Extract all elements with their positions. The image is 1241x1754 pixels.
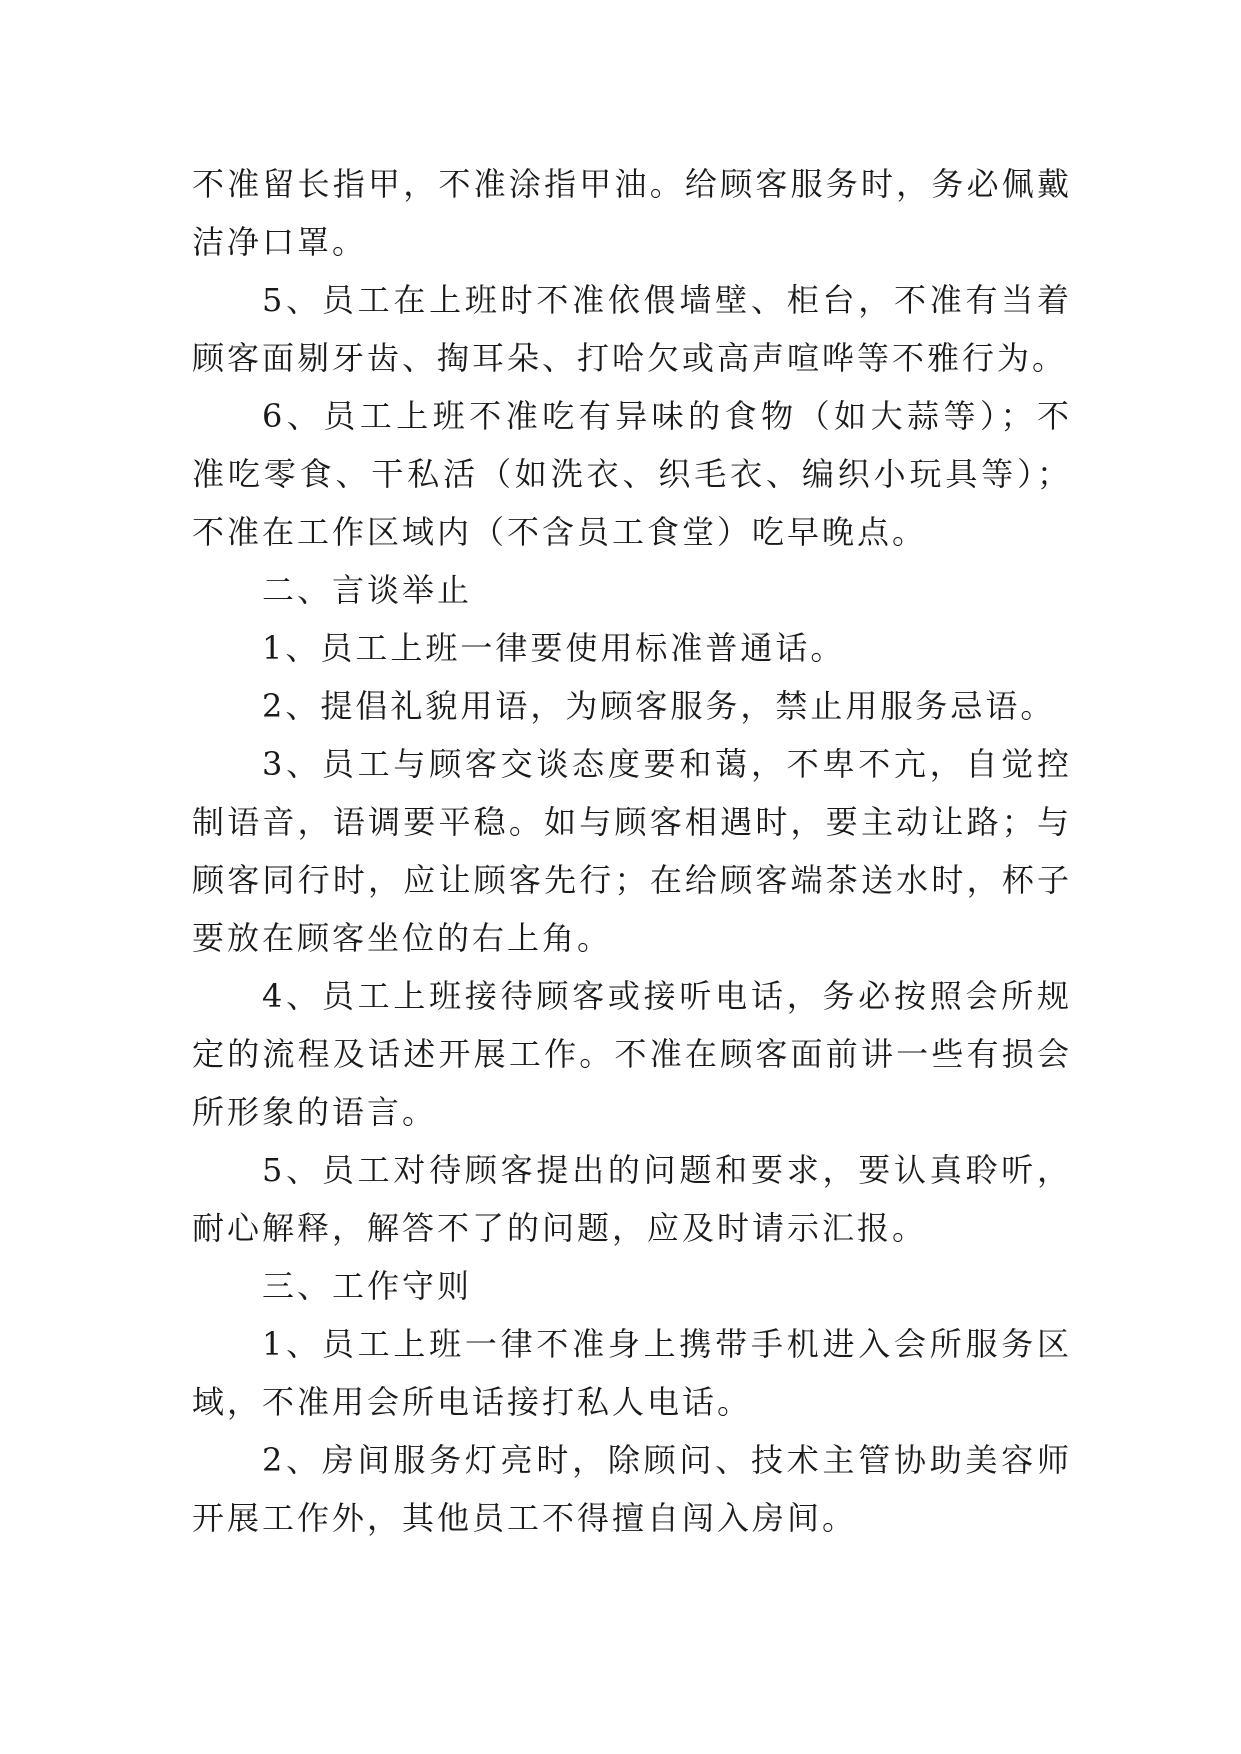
paragraph-speech-3: 3、员工与顾客交谈态度要和蔼，不卑不亢，自觉控制语音，语调要平稳。如与顾客相遇时，要主动让路；与顾客同行时，应让顾客先行；在给顾客端茶送水时，杯子要放在顾客坐位的右上角。 — [192, 745, 1072, 957]
paragraph-speech-4: 4、员工上班接待顾客或接听电话，务必按照会所规定的流程及话述开展工作。不准在顾客面前讲一些有损会所形象的语言。 — [192, 977, 1072, 1131]
paragraph-continuation: 不准留长指甲，不准涂指甲油。给顾客服务时，务必佩戴洁净口罩。 — [192, 165, 1072, 261]
paragraph-speech-5: 5、员工对待顾客提出的问题和要求，要认真聆听，耐心解释，解答不了的问题，应及时请示汇报。 — [192, 1151, 1072, 1247]
document-body — [192, 155, 1072, 1547]
section-heading-work-rules: 三、工作守则 — [262, 1267, 473, 1305]
paragraph-speech-1: 1、员工上班一律要使用标准普通话。 — [262, 629, 846, 667]
paragraph-rule-5: 5、员工在上班时不准依偎墙壁、柜台，不准有当着顾客面剔牙齿、掏耳朵、打哈欠或高声喧哗等不雅行为。 — [192, 281, 1072, 377]
section-heading-speech: 二、言谈举止 — [262, 571, 473, 609]
paragraph-work-1: 1、员工上班一律不准身上携带手机进入会所服务区域，不准用会所电话接打私人电话。 — [192, 1325, 1072, 1421]
paragraph-speech-2: 2、提倡礼貌用语，为顾客服务，禁止用服务忌语。 — [262, 687, 1056, 725]
paragraph-work-2: 2、房间服务灯亮时，除顾问、技术主管协助美容师开展工作外，其他员工不得擅自闯入房间。 — [192, 1441, 1072, 1537]
paragraph-rule-6: 6、员工上班不准吃有异味的食物（如大蒜等）；不准吃零食、干私活（如洗衣、织毛衣、编织小玩具等）；不准在工作区域内（不含员工食堂）吃早晚点。 — [192, 397, 1072, 551]
